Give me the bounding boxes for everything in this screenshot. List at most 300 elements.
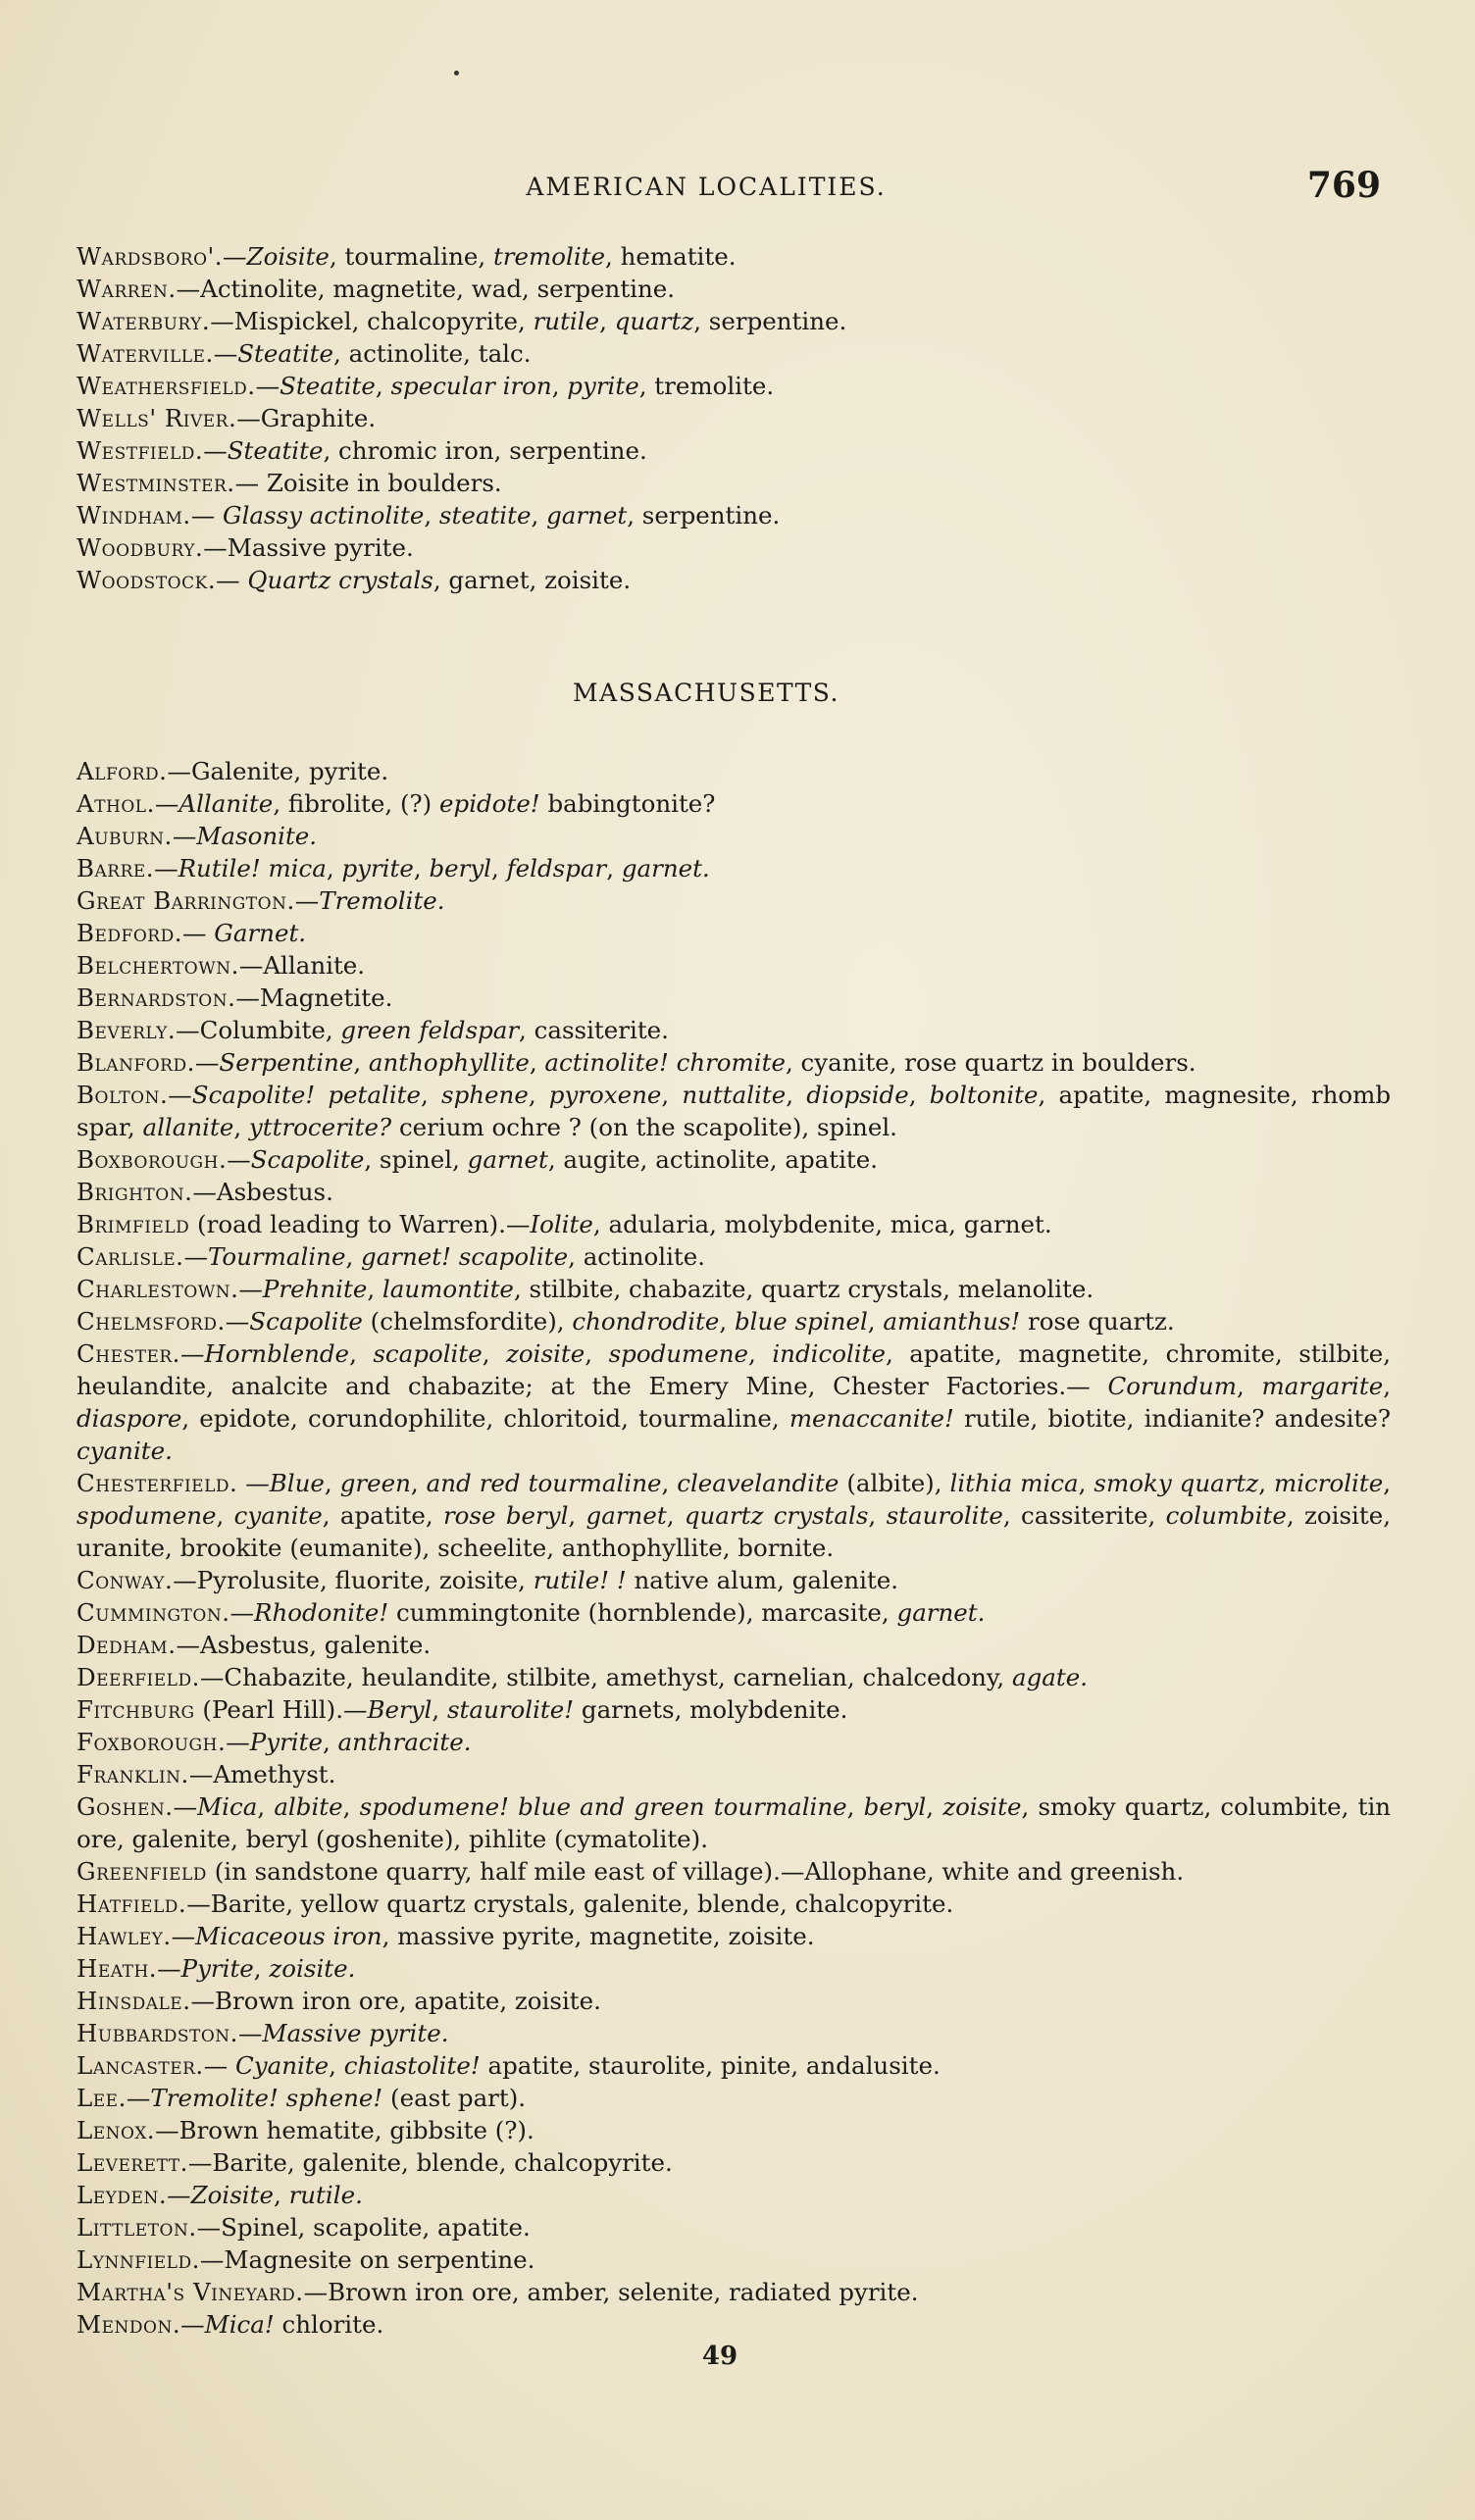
mineral-name-italic: anthracite. — [337, 1728, 472, 1756]
mineral-name-italic: chiastolite! — [343, 2051, 481, 2080]
locality-entry — [76, 1985, 1391, 2017]
locality-entry — [76, 1564, 1391, 1596]
mineral-name-italic: amianthus! — [883, 1307, 1021, 1336]
locality-name: Chelmsford. — [76, 1307, 226, 1336]
mineral-name-italic: rutile. — [288, 2181, 363, 2209]
locality-entry — [76, 531, 1391, 564]
mineral-name-italic: pyroxene — [548, 1081, 662, 1109]
mineral-name-italic: Glassy actinolite — [223, 501, 425, 529]
locality-name: Wardsboro'. — [76, 242, 224, 271]
locality-entry — [76, 1693, 1391, 1726]
mineral-text: — — [154, 789, 179, 818]
mineral-text: , apatite, — [322, 1501, 443, 1530]
mineral-text: , — [568, 1501, 586, 1530]
mineral-text: —Magnesite on serpentine. — [199, 2245, 535, 2274]
locality-name: Waterville. — [76, 339, 214, 368]
mineral-name-italic: garnet — [546, 501, 628, 529]
locality-name: Warren. — [76, 275, 177, 303]
mineral-name-italic: diopside — [806, 1081, 909, 1109]
mineral-text: , tourmaline, — [329, 242, 493, 271]
mineral-text: rutile, biotite, indianite? andesite? — [953, 1404, 1391, 1433]
locality-name: Hinsdale. — [76, 1987, 191, 2015]
mineral-name-italic: smoky quartz — [1094, 1469, 1259, 1497]
locality-name: Lee. — [76, 2084, 127, 2112]
locality-name: Belchertown. — [76, 951, 239, 980]
mineral-text: , actinolite, talc. — [333, 339, 532, 368]
mineral-text: , actinolite. — [568, 1242, 706, 1271]
locality-name: Lenox. — [76, 2116, 156, 2144]
mineral-name-italic: Steatite — [280, 372, 376, 400]
locality-name: Dedham. — [76, 1631, 177, 1659]
mineral-text: , — [413, 854, 430, 882]
locality-entry — [76, 1661, 1391, 1693]
mineral-name-italic: columbite — [1165, 1501, 1287, 1530]
mineral-text: — — [179, 1339, 205, 1368]
mineral-text: , augite, actinolite, apatite. — [547, 1145, 879, 1174]
mineral-text: — — [225, 1307, 250, 1336]
mineral-text: garnets, molybdenite. — [574, 1695, 848, 1724]
mineral-name-italic: Mica! — [204, 2310, 275, 2339]
mineral-name-italic: specular iron — [390, 372, 552, 400]
mineral-text: (chelmsfordite), — [362, 1307, 573, 1336]
locality-entry — [76, 370, 1391, 402]
mineral-name-italic: menaccanite! — [788, 1404, 954, 1433]
mineral-text: — — [223, 242, 247, 271]
mineral-text: — — [294, 886, 320, 915]
locality-name: Westminster. — [76, 469, 235, 497]
mineral-text: , — [324, 1469, 340, 1497]
mineral-name-italic: zoisite. — [269, 1954, 356, 1983]
mineral-name-italic: spodumene — [76, 1501, 217, 1530]
locality-name: Conway. — [76, 1566, 174, 1594]
locality-entry — [76, 2146, 1391, 2179]
mineral-text: , cassiterite, — [1002, 1501, 1166, 1530]
mineral-text: (east part). — [382, 2084, 527, 2112]
mineral-name-italic: microlite — [1273, 1469, 1384, 1497]
mineral-text: —Asbestus, galenite. — [176, 1631, 432, 1659]
mineral-text: , — [329, 2051, 344, 2080]
mineral-text: —Pyrolusite, fluorite, zoisite, — [173, 1566, 534, 1594]
mineral-text: — — [226, 1728, 250, 1756]
mineral-text: , — [273, 2181, 289, 2209]
mineral-name-italic: garnet. — [621, 854, 710, 882]
mineral-text: , adularia, molybdenite, mica, garnet. — [592, 1210, 1052, 1238]
mineral-text: (albite), — [839, 1469, 950, 1497]
mineral-name-italic: Scapolite! petalite — [191, 1081, 422, 1109]
locality-entry — [76, 1467, 1391, 1564]
mineral-text: , — [846, 1792, 864, 1821]
mineral-name-italic: pyrite — [341, 854, 414, 882]
locality-name: Wells' River. — [76, 404, 237, 432]
mineral-text: — — [227, 1145, 251, 1174]
mineral-text: — Zoisite in boulders. — [234, 469, 502, 497]
mineral-text: — — [194, 1048, 220, 1077]
mineral-text: , apatite, magnetite, chromite, stilbite, heulandite, analcite and chabazite; at the Emery Mine, Chester Factories.— — [76, 1339, 1392, 1400]
mineral-text: , — [353, 1048, 369, 1077]
locality-entry — [76, 982, 1391, 1014]
locality-entry — [76, 1629, 1391, 1661]
mineral-text: , cyanite, rose quartz in boulders. — [785, 1048, 1196, 1077]
locality-entry — [76, 755, 1391, 787]
locality-entry — [76, 2114, 1391, 2146]
page-number: 769 — [1306, 165, 1381, 206]
locality-entry — [76, 1014, 1391, 1046]
locality-entry — [76, 1273, 1391, 1305]
locality-name: Martha's Vineyard. — [76, 2278, 304, 2306]
mineral-name-italic: lithia mica — [949, 1469, 1079, 1497]
signature-mark: 49 — [701, 2342, 738, 2371]
ink-speck — [454, 71, 459, 76]
locality-name: Leyden. — [76, 2181, 168, 2209]
mineral-text: — — [203, 2051, 235, 2080]
mineral-text: — — [238, 1275, 263, 1303]
locality-entry — [76, 1208, 1391, 1240]
mineral-text: babingtonite? — [539, 789, 716, 818]
mineral-text: , — [719, 1307, 735, 1336]
locality-name: Bernardston. — [76, 983, 236, 1012]
mineral-name-italic: cyanite. — [76, 1436, 173, 1465]
mineral-text: , — [326, 854, 342, 882]
locality-entry — [76, 305, 1391, 337]
mineral-text: , — [253, 1954, 270, 1983]
locality-entry — [76, 787, 1391, 820]
mineral-text: , — [491, 854, 507, 882]
locality-entry — [76, 1337, 1391, 1467]
locality-name: Leverett. — [76, 2148, 188, 2177]
locality-name: Fitchburg — [76, 1695, 195, 1724]
mineral-text: , — [257, 1792, 275, 1821]
mineral-name-italic: Mica — [197, 1792, 258, 1821]
locality-name: Littleton. — [76, 2213, 197, 2242]
locality-name: Greenfield — [76, 1857, 207, 1886]
locality-entry — [76, 852, 1391, 884]
mineral-name-italic: Prehnite — [262, 1275, 368, 1303]
connecticut-localities-list — [76, 240, 1391, 596]
mineral-text: — — [255, 372, 280, 400]
mineral-text: — — [182, 919, 215, 947]
mineral-text: , — [410, 1469, 427, 1497]
locality-name: Alford. — [76, 757, 168, 785]
locality-entry — [76, 2276, 1391, 2308]
mineral-name-italic: Corundum — [1107, 1372, 1237, 1400]
mineral-text: —Graphite. — [236, 404, 377, 432]
locality-entry — [76, 1920, 1391, 1952]
mineral-text: , — [1383, 1469, 1392, 1497]
locality-name: Athol. — [76, 789, 155, 818]
mineral-text: rose quartz. — [1020, 1307, 1175, 1336]
mineral-text: — — [173, 1792, 198, 1821]
locality-name: Weathersfield. — [76, 372, 256, 400]
locality-name: Barre. — [76, 854, 155, 882]
mineral-name-italic: garnet. — [896, 1598, 986, 1627]
mineral-text: — — [126, 2084, 151, 2112]
mineral-text: (Pearl Hill).— — [194, 1695, 368, 1724]
mineral-text: , — [926, 1792, 943, 1821]
mineral-text: , spinel, — [364, 1145, 468, 1174]
locality-name: Goshen. — [76, 1792, 174, 1821]
mineral-text: — — [154, 854, 178, 882]
mineral-text: —Barite, yellow quartz crystals, galenite, blende, chalcopyrite. — [186, 1890, 954, 1918]
mineral-text: cerium ochre ? (on the scapolite), spinel. — [391, 1113, 897, 1141]
locality-name: Franklin. — [76, 1760, 189, 1789]
mineral-text: , — [748, 1339, 773, 1368]
mineral-text: , — [1258, 1469, 1274, 1497]
locality-name: Brighton. — [76, 1178, 193, 1206]
mineral-name-italic: Serpentine — [219, 1048, 354, 1077]
mineral-name-italic: quartz — [614, 307, 694, 335]
mineral-text: —Galenite, pyrite. — [167, 757, 389, 785]
locality-name: Cummington. — [76, 1598, 230, 1627]
mineral-name-italic: sphene — [441, 1081, 529, 1109]
mineral-name-italic: Zoisite — [190, 2181, 274, 2209]
mineral-text: , — [867, 1307, 884, 1336]
mineral-name-italic: rutile — [533, 307, 600, 335]
locality-name: Beverly. — [76, 1016, 177, 1044]
mineral-text: native alum, galenite. — [626, 1566, 899, 1594]
locality-name: Waterbury. — [76, 307, 211, 335]
massachusetts-localities-list — [76, 755, 1391, 2341]
mineral-name-italic: Garnet. — [214, 919, 307, 947]
locality-entry — [76, 1143, 1391, 1176]
mineral-name-italic: actinolite! chromite — [544, 1048, 786, 1077]
mineral-name-italic: Pyrite — [249, 1728, 323, 1756]
mineral-text: —Brown iron ore, apatite, zoisite. — [190, 1987, 601, 2015]
mineral-text: — — [237, 2019, 263, 2047]
mineral-name-italic: feldspar — [506, 854, 607, 882]
locality-entry — [76, 273, 1391, 305]
mineral-name-italic: beryl — [429, 854, 492, 882]
mineral-text: , — [599, 307, 615, 335]
mineral-text: chlorite. — [274, 2310, 384, 2339]
mineral-name-italic: garnet — [467, 1145, 548, 1174]
mineral-text: —Spinel, scapolite, apatite. — [196, 2213, 531, 2242]
mineral-text: , smoky quartz, columbite, tin ore, galenite, beryl (goshenite), pihlite (cymatolite). — [76, 1792, 1392, 1853]
locality-entry — [76, 2082, 1391, 2114]
mineral-name-italic: Scapolite — [249, 1307, 363, 1336]
locality-name: Woodbury. — [76, 533, 204, 562]
locality-name: Brimfield — [76, 1210, 190, 1238]
mineral-name-italic: albite — [274, 1792, 343, 1821]
locality-entry — [76, 2179, 1391, 2211]
mineral-text: , — [529, 1048, 545, 1077]
mineral-name-italic: pyrite — [567, 372, 639, 400]
mineral-name-italic: Tremolite! sphene! — [150, 2084, 383, 2112]
locality-name: Auburn. — [76, 822, 173, 850]
mineral-text: , hematite. — [605, 242, 737, 271]
mineral-text: — — [172, 822, 197, 850]
mineral-text: — — [190, 501, 223, 529]
mineral-name-italic: beryl — [863, 1792, 927, 1821]
mineral-text: , — [531, 501, 547, 529]
locality-name: Lancaster. — [76, 2051, 204, 2080]
mineral-text: —Allanite. — [238, 951, 366, 980]
mineral-text: — — [180, 2310, 205, 2339]
mineral-name-italic: laumontite — [381, 1275, 514, 1303]
mineral-text: , — [342, 1792, 360, 1821]
mineral-name-italic: zoisite — [506, 1339, 585, 1368]
locality-entry — [76, 1790, 1391, 1855]
mineral-name-italic: Tourmaline — [207, 1242, 346, 1271]
mineral-text: , — [367, 1275, 382, 1303]
mineral-name-italic: Steatite — [227, 436, 324, 465]
mineral-text: , — [661, 1469, 678, 1497]
mineral-text: (road leading to Warren).— — [189, 1210, 531, 1238]
mineral-name-italic: Rhodonite! — [254, 1598, 389, 1627]
mineral-text: —Amethyst. — [188, 1760, 336, 1789]
mineral-name-italic: Micaceous iron — [195, 1922, 382, 1950]
mineral-text: , — [233, 1113, 249, 1141]
mineral-text: — — [237, 1469, 270, 1497]
mineral-text: , stilbite, chabazite, quartz crystals, melanolite. — [513, 1275, 1094, 1303]
mineral-text: , — [528, 1081, 549, 1109]
locality-entry — [76, 337, 1391, 370]
locality-name: Bolton. — [76, 1081, 169, 1109]
mineral-name-italic: anthophyllite — [368, 1048, 530, 1077]
mineral-text: , — [661, 1081, 683, 1109]
locality-name: Westfield. — [76, 436, 204, 465]
mineral-name-italic: Tremolite. — [319, 886, 445, 915]
mineral-text: , fibrolite, (?) — [273, 789, 440, 818]
mineral-text: , — [908, 1081, 930, 1109]
mineral-text: apatite, staurolite, pinite, andalusite. — [480, 2051, 941, 2080]
locality-entry — [76, 1726, 1391, 1758]
mineral-text: , — [1236, 1372, 1262, 1400]
locality-entry — [76, 434, 1391, 467]
mineral-text: — — [171, 1922, 196, 1950]
mineral-name-italic: Masonite. — [196, 822, 318, 850]
mineral-text: — — [183, 1242, 208, 1271]
locality-entry — [76, 917, 1391, 949]
mineral-name-italic: boltonite — [929, 1081, 1039, 1109]
locality-entry — [76, 1758, 1391, 1790]
mineral-name-italic: nuttalite — [682, 1081, 787, 1109]
mineral-text: , serpentine. — [627, 501, 781, 529]
locality-name: Hatfield. — [76, 1890, 187, 1918]
locality-entry — [76, 564, 1391, 596]
locality-name: Boxborough. — [76, 1145, 228, 1174]
mineral-name-italic: Zoisite — [246, 242, 330, 271]
locality-entry — [76, 467, 1391, 499]
mineral-name-italic: tremolite — [492, 242, 606, 271]
mineral-text: — — [203, 436, 228, 465]
locality-name: Great Barrington. — [76, 886, 295, 915]
locality-entry — [76, 820, 1391, 852]
locality-name: Windham. — [76, 501, 191, 529]
mineral-text: , garnet, zoisite. — [432, 566, 632, 594]
locality-name: Charlestown. — [76, 1275, 239, 1303]
locality-name: Blanford. — [76, 1048, 195, 1077]
mineral-name-italic: chondrodite — [572, 1307, 720, 1336]
locality-entry — [76, 2211, 1391, 2243]
mineral-text: , — [1078, 1469, 1094, 1497]
locality-entry — [76, 1079, 1391, 1143]
locality-name: Chester. — [76, 1339, 180, 1368]
mineral-text: , apatite, magnesite, rhomb spar, — [76, 1081, 1392, 1141]
section-title: MASSACHUSETTS. — [573, 679, 839, 707]
mineral-text: —Massive pyrite. — [203, 533, 414, 562]
mineral-name-italic: green feldspar — [340, 1016, 520, 1044]
mineral-text: —Mispickel, chalcopyrite, — [210, 307, 534, 335]
mineral-text: , — [375, 372, 391, 400]
mineral-text: — — [216, 566, 248, 594]
mineral-text: —Brown iron ore, amber, selenite, radiated pyrite. — [303, 2278, 919, 2306]
mineral-text: , — [786, 1081, 807, 1109]
locality-entry — [76, 1240, 1391, 1273]
mineral-name-italic: and red tourmaline — [426, 1469, 662, 1497]
locality-entry — [76, 1888, 1391, 1920]
mineral-text: , chromic iron, serpentine. — [323, 436, 647, 465]
mineral-name-italic: steatite — [438, 501, 532, 529]
mineral-name-italic: diaspore — [76, 1404, 182, 1433]
mineral-name-italic: allanite — [142, 1113, 234, 1141]
mineral-name-italic: agate. — [1012, 1663, 1089, 1691]
mineral-text: —Columbite, — [176, 1016, 341, 1044]
locality-name: Carlisle. — [76, 1242, 184, 1271]
mineral-text: —Brown hematite, gibbsite (?). — [155, 2116, 534, 2144]
mineral-text: , — [322, 1728, 338, 1756]
locality-name: Heath. — [76, 1954, 158, 1983]
locality-name: Chesterfield. — [76, 1469, 238, 1497]
mineral-text: , — [424, 501, 439, 529]
mineral-name-italic: garnet — [585, 1501, 667, 1530]
mineral-text: , — [482, 1339, 507, 1368]
locality-entry — [76, 2017, 1391, 2049]
mineral-name-italic: Beryl — [367, 1695, 432, 1724]
locality-entry — [76, 1855, 1391, 1888]
locality-entry — [76, 2308, 1391, 2341]
mineral-text: , massive pyrite, magnetite, zoisite. — [381, 1922, 815, 1950]
mineral-name-italic: margarite — [1261, 1372, 1384, 1400]
mineral-text: , — [432, 1695, 447, 1724]
mineral-text: , epidote, corundophilite, chloritoid, tourmaline, — [181, 1404, 789, 1433]
mineral-text: —Magnetite. — [235, 983, 393, 1012]
mineral-name-italic: spodumene — [608, 1339, 749, 1368]
mineral-text: , — [216, 1501, 234, 1530]
mineral-name-italic: Hornblende — [204, 1339, 350, 1368]
mineral-text: , — [421, 1081, 441, 1109]
locality-name: Deerfield. — [76, 1663, 200, 1691]
mineral-name-italic: spodumene! blue and green tourmaline — [359, 1792, 847, 1821]
mineral-text: , — [585, 1339, 609, 1368]
page-header — [0, 165, 1475, 214]
locality-name: Hawley. — [76, 1922, 172, 1950]
mineral-name-italic: Blue — [269, 1469, 325, 1497]
mineral-text: —Barite, galenite, blende, chalcopyrite. — [187, 2148, 673, 2177]
mineral-name-italic: indicolite — [772, 1339, 886, 1368]
mineral-text: , — [349, 1339, 374, 1368]
locality-entry — [76, 499, 1391, 531]
locality-entry — [76, 1305, 1391, 1337]
mineral-text: , — [868, 1501, 887, 1530]
mineral-name-italic: yttrocerite? — [248, 1113, 392, 1141]
mineral-name-italic: green — [339, 1469, 411, 1497]
locality-name: Mendon. — [76, 2310, 181, 2339]
mineral-text: (in sandstone quarry, half mile east of village).—Allophane, white and greenish. — [206, 1857, 1185, 1886]
mineral-name-italic: zoisite — [942, 1792, 1022, 1821]
mineral-name-italic: staurolite — [886, 1501, 1003, 1530]
mineral-text: , tremolite. — [638, 372, 775, 400]
mineral-text: , — [1383, 1372, 1392, 1400]
mineral-name-italic: rutile! ! — [533, 1566, 627, 1594]
locality-entry — [76, 1176, 1391, 1208]
mineral-name-italic: Cyanite — [235, 2051, 330, 2080]
mineral-text: , — [551, 372, 568, 400]
locality-name: Bedford. — [76, 919, 182, 947]
mineral-text: , zoisite, uranite, brookite (eumanite), scheelite, anthophyllite, bornite. — [76, 1501, 1392, 1562]
locality-entry — [76, 1596, 1391, 1629]
mineral-text: — — [167, 2181, 191, 2209]
locality-entry — [76, 2049, 1391, 2082]
